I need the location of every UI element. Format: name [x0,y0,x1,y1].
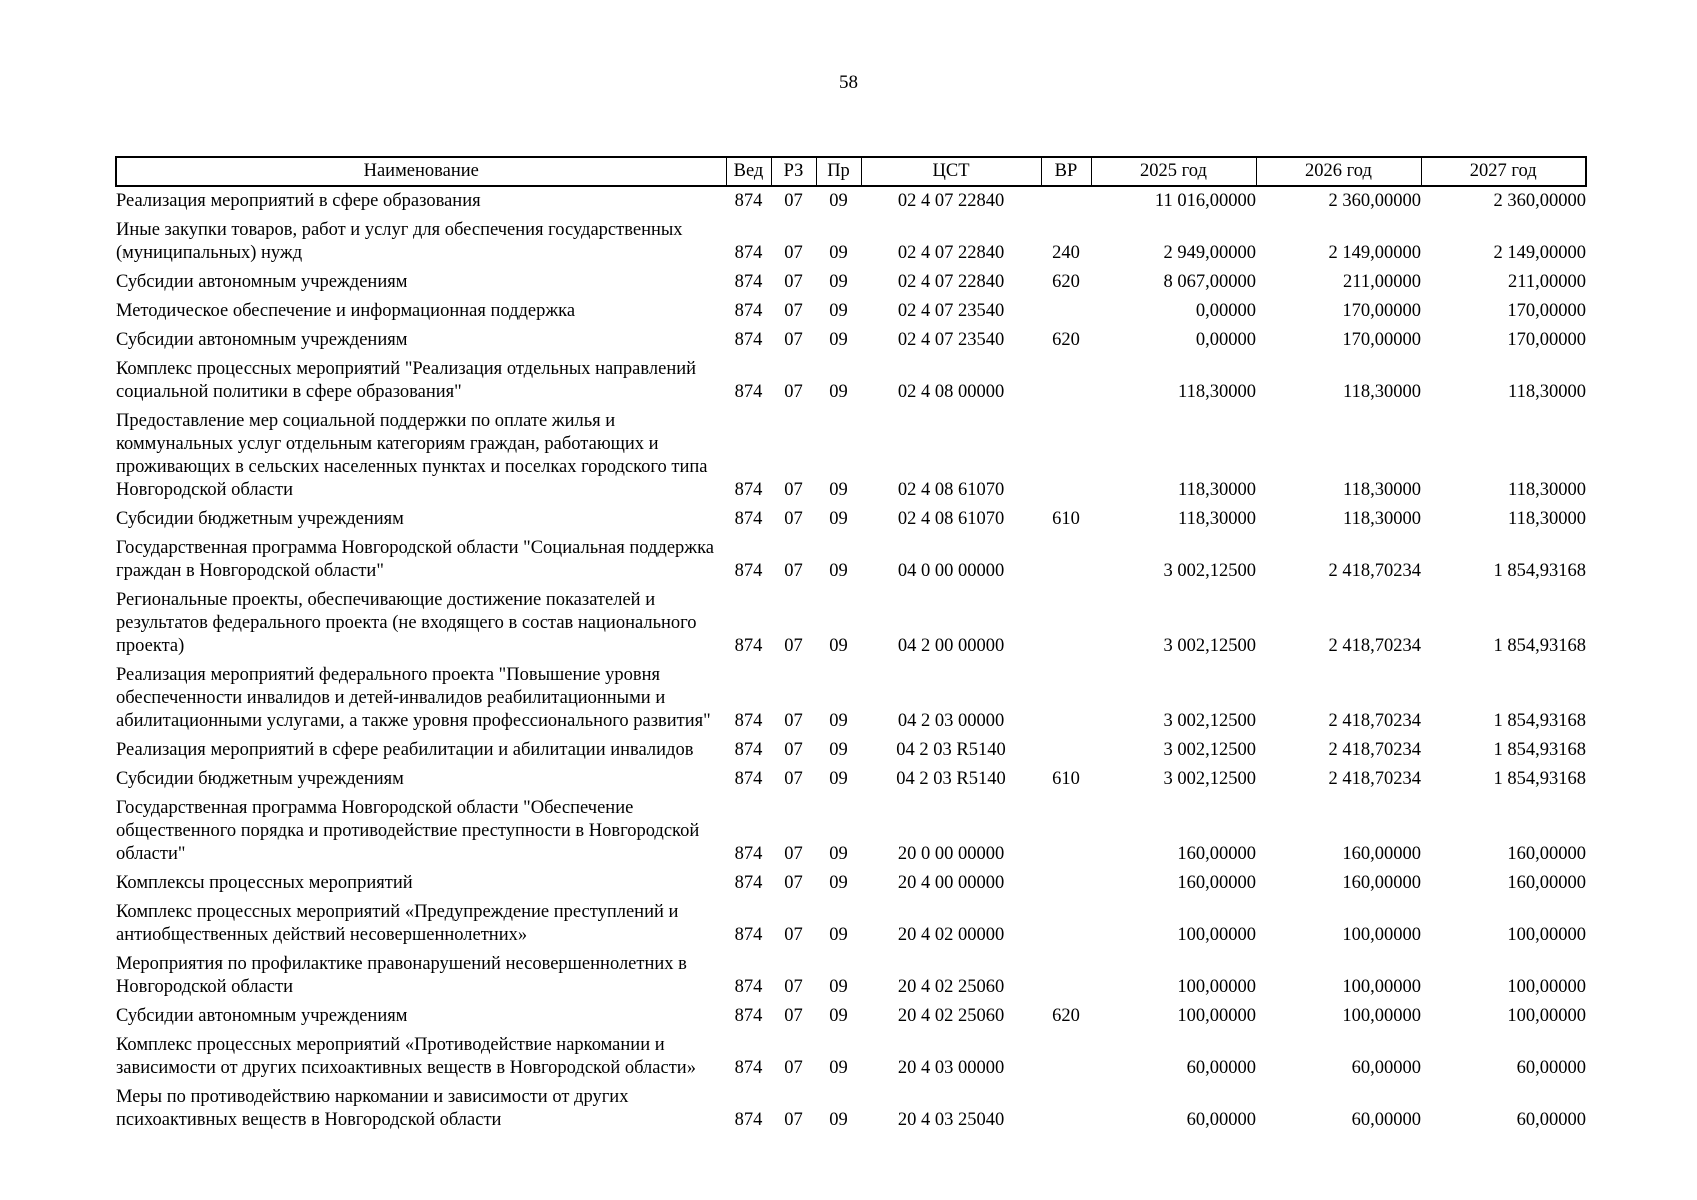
cell-name: Иные закупки товаров, работ и услуг для обеспечения государственных (муниципальных) нужд [116,220,683,263]
cell-pr: 09 [829,844,848,864]
cell-ved: 874 [734,1058,763,1078]
header-2025: 2025 год [1091,157,1256,186]
header-name: Наименование [116,157,726,186]
cell-vr [1041,950,1091,1002]
cell-2027: 160,00000 [1507,873,1586,893]
cell-pr: 09 [829,636,848,656]
cell-name: Методическое обеспечение и информационная поддержка [116,301,576,321]
cell-cst: 20 4 02 25060 [897,1006,1005,1026]
cell-vr [1041,869,1091,898]
cell-pr: 09 [829,769,848,789]
cell-name: Региональные проекты, обеспечивающие достижение показателей и результатов федерального проекта (не входящего в состав национального проекта) [116,590,697,656]
cell-2027: 118,30000 [1508,480,1586,500]
cell-cst: 02 4 07 22840 [897,191,1005,211]
cell-2027: 100,00000 [1507,925,1586,945]
cell-ved: 874 [734,509,763,529]
cell-pr: 09 [829,1058,848,1078]
cell-vr [1041,898,1091,950]
table-row [116,186,1586,216]
cell-cst: 04 0 00 00000 [897,561,1005,581]
cell-rz: 07 [784,272,803,292]
cell-ved: 874 [734,330,763,350]
cell-cst: 04 2 03 R5140 [896,769,1006,789]
cell-cst: 04 2 03 00000 [897,711,1005,731]
cell-name: Реализация мероприятий федерального проекта "Повышение уровня обеспеченности инвалидов и детей-инвалидов реабилитационными и абилитационными услугами, а также уровня профессионального развития" [116,665,711,731]
cell-2025: 160,00000 [1177,873,1256,893]
cell-ved: 874 [734,711,763,731]
cell-2025: 8 067,00000 [1163,272,1256,292]
cell-vr: 620 [1052,272,1080,292]
cell-2026: 60,00000 [1351,1058,1421,1078]
cell-2026: 60,00000 [1351,1110,1421,1130]
cell-2025: 11 016,00000 [1154,191,1256,211]
table-body [116,186,1586,1135]
cell-name: Меры по противодействию наркомании и зависимости от других психоактивных веществ в Новгородской области [116,1087,629,1130]
cell-2026: 118,30000 [1343,480,1421,500]
cell-vr [1041,661,1091,736]
cell-rz: 07 [784,977,803,997]
cell-vr: 240 [1052,243,1080,263]
cell-cst: 02 4 08 61070 [897,480,1005,500]
cell-2026: 170,00000 [1342,301,1421,321]
cell-2026: 160,00000 [1342,844,1421,864]
cell-pr: 09 [829,243,848,263]
cell-ved: 874 [734,873,763,893]
table-row [116,326,1586,355]
cell-cst: 02 4 08 61070 [897,509,1005,529]
cell-ved: 874 [734,191,763,211]
cell-2027: 100,00000 [1507,1006,1586,1026]
cell-name: Субсидии бюджетным учреждениям [116,509,404,529]
cell-pr: 09 [829,330,848,350]
cell-ved: 874 [734,1006,763,1026]
cell-rz: 07 [784,382,803,402]
cell-cst: 02 4 07 22840 [897,272,1005,292]
cell-ved: 874 [734,977,763,997]
cell-2027: 170,00000 [1507,301,1586,321]
cell-ved: 874 [734,272,763,292]
cell-2026: 2 360,00000 [1328,191,1421,211]
cell-cst: 20 4 02 00000 [897,925,1005,945]
cell-2025: 60,00000 [1186,1058,1256,1078]
cell-2025: 60,00000 [1186,1110,1256,1130]
header-2027: 2027 год [1421,157,1586,186]
cell-name: Комплекс процессных мероприятий «Противодействие наркомании и зависимости от других психоактивных веществ в Новгородской области» [116,1035,696,1078]
cell-rz: 07 [784,636,803,656]
cell-name: Мероприятия по профилактике правонарушений несовершеннолетних в Новгородской области [116,954,687,997]
cell-2025: 0,00000 [1195,330,1256,350]
cell-ved: 874 [734,636,763,656]
cell-2026: 2 418,70234 [1328,711,1421,731]
cell-pr: 09 [829,382,848,402]
table-row [116,407,1586,505]
cell-2026: 170,00000 [1342,330,1421,350]
cell-2025: 3 002,12500 [1163,769,1256,789]
cell-rz: 07 [784,561,803,581]
cell-pr: 09 [829,711,848,731]
table-row [116,355,1586,407]
cell-2026: 2 149,00000 [1328,243,1421,263]
cell-2027: 1 854,93168 [1493,561,1586,581]
cell-ved: 874 [734,740,763,760]
cell-vr [1041,1083,1091,1135]
cell-rz: 07 [784,769,803,789]
cell-rz: 07 [784,301,803,321]
cell-name: Субсидии автономным учреждениям [116,1006,408,1026]
cell-2027: 60,00000 [1516,1058,1586,1078]
cell-cst: 02 4 07 22840 [897,243,1005,263]
cell-cst: 20 4 02 25060 [897,977,1005,997]
cell-2027: 170,00000 [1507,330,1586,350]
cell-vr [1041,736,1091,765]
cell-rz: 07 [784,844,803,864]
cell-name: Комплекс процессных мероприятий «Предупреждение преступлений и антиобщественных действий несовершеннолетних» [116,902,679,945]
cell-cst: 02 4 07 23540 [897,301,1005,321]
cell-vr [1041,1031,1091,1083]
cell-2027: 1 854,93168 [1493,740,1586,760]
cell-2025: 100,00000 [1177,925,1256,945]
cell-pr: 09 [829,1110,848,1130]
cell-2025: 100,00000 [1177,1006,1256,1026]
cell-vr [1041,586,1091,661]
cell-2026: 2 418,70234 [1328,636,1421,656]
page-number: 58 [839,72,858,93]
table-row [116,950,1586,1002]
cell-2026: 160,00000 [1342,873,1421,893]
cell-2025: 0,00000 [1195,301,1256,321]
cell-name: Реализация мероприятий в сфере реабилитации и абилитации инвалидов [116,740,694,760]
table-row [116,661,1586,736]
cell-2025: 3 002,12500 [1163,740,1256,760]
cell-2025: 2 949,00000 [1163,243,1256,263]
cell-pr: 09 [829,561,848,581]
cell-name: Субсидии бюджетным учреждениям [116,769,404,789]
cell-pr: 09 [829,509,848,529]
cell-cst: 02 4 08 00000 [897,382,1005,402]
table-row [116,586,1586,661]
cell-2025: 3 002,12500 [1163,561,1256,581]
cell-cst: 20 0 00 00000 [897,844,1005,864]
cell-name: Комплексы процессных мероприятий [116,873,413,893]
table-row [116,297,1586,326]
table-row [116,505,1586,534]
cell-2027: 211,00000 [1508,272,1586,292]
cell-rz: 07 [784,925,803,945]
cell-name: Государственная программа Новгородской области "Обеспечение общественного порядка и противодействие преступности в Новгородской области" [116,798,700,864]
cell-2025: 100,00000 [1177,977,1256,997]
cell-ved: 874 [734,1110,763,1130]
cell-pr: 09 [829,925,848,945]
cell-2027: 2 360,00000 [1493,191,1586,211]
header-rz: РЗ [771,157,816,186]
cell-name: Субсидии автономным учреждениям [116,330,408,350]
cell-2027: 160,00000 [1507,844,1586,864]
cell-2026: 100,00000 [1342,977,1421,997]
cell-cst: 02 4 07 23540 [897,330,1005,350]
table-row [116,1031,1586,1083]
header-cst: ЦСТ [861,157,1041,186]
cell-ved: 874 [734,243,763,263]
cell-rz: 07 [784,873,803,893]
cell-vr: 620 [1052,330,1080,350]
cell-rz: 07 [784,711,803,731]
cell-vr [1041,794,1091,869]
cell-2025: 118,30000 [1178,382,1256,402]
cell-pr: 09 [829,977,848,997]
cell-ved: 874 [734,769,763,789]
cell-vr [1041,186,1091,216]
cell-pr: 09 [829,1006,848,1026]
cell-vr: 620 [1052,1006,1080,1026]
header-2026: 2026 год [1256,157,1421,186]
cell-2027: 1 854,93168 [1493,711,1586,731]
cell-2026: 118,30000 [1343,509,1421,529]
cell-2027: 1 854,93168 [1493,636,1586,656]
cell-cst: 20 4 03 25040 [897,1110,1005,1130]
cell-ved: 874 [734,480,763,500]
budget-table [115,156,1587,1135]
table-header [116,157,1586,186]
table-row [116,1002,1586,1031]
cell-2026: 100,00000 [1342,1006,1421,1026]
cell-rz: 07 [784,1110,803,1130]
cell-ved: 874 [734,844,763,864]
cell-2027: 100,00000 [1507,977,1586,997]
cell-cst: 20 4 00 00000 [897,873,1005,893]
table-row [116,765,1586,794]
cell-2025: 3 002,12500 [1163,711,1256,731]
header-ved: Вед [726,157,771,186]
cell-ved: 874 [734,925,763,945]
cell-pr: 09 [829,191,848,211]
cell-2026: 118,30000 [1343,382,1421,402]
cell-rz: 07 [784,480,803,500]
cell-2025: 160,00000 [1177,844,1256,864]
cell-2026: 2 418,70234 [1328,561,1421,581]
table-row [116,736,1586,765]
cell-2027: 118,30000 [1508,509,1586,529]
cell-vr: 610 [1052,769,1080,789]
cell-ved: 874 [734,561,763,581]
cell-pr: 09 [829,480,848,500]
cell-rz: 07 [784,1058,803,1078]
cell-name: Субсидии автономным учреждениям [116,272,408,292]
cell-2027: 118,30000 [1508,382,1586,402]
cell-2027: 2 149,00000 [1493,243,1586,263]
cell-name: Реализация мероприятий в сфере образования [116,191,481,211]
cell-rz: 07 [784,509,803,529]
table-row [116,268,1586,297]
table-row [116,794,1586,869]
cell-name: Комплекс процессных мероприятий "Реализация отдельных направлений социальной политики в сфере образования" [116,359,697,402]
cell-name: Государственная программа Новгородской области "Социальная поддержка граждан в Новгородской области" [116,538,714,581]
cell-ved: 874 [734,382,763,402]
cell-rz: 07 [784,191,803,211]
cell-ved: 874 [734,301,763,321]
cell-rz: 07 [784,740,803,760]
cell-pr: 09 [829,873,848,893]
table-row [116,1083,1586,1135]
cell-cst: 04 2 00 00000 [897,636,1005,656]
cell-2026: 2 418,70234 [1328,740,1421,760]
table-row [116,869,1586,898]
cell-pr: 09 [829,272,848,292]
cell-vr [1041,297,1091,326]
table-row [116,898,1586,950]
cell-pr: 09 [829,301,848,321]
cell-2026: 100,00000 [1342,925,1421,945]
table-row [116,534,1586,586]
cell-name: Предоставление мер социальной поддержки по оплате жилья и коммунальных услуг отдельным категориям граждан, работающих и проживающих в сельских населенных пунктах и поселках городского типа Новгородской области [116,411,708,500]
header-pr: Пр [816,157,861,186]
cell-cst: 04 2 03 R5140 [896,740,1006,760]
cell-pr: 09 [829,740,848,760]
cell-rz: 07 [784,330,803,350]
cell-rz: 07 [784,1006,803,1026]
cell-2027: 60,00000 [1516,1110,1586,1130]
cell-2025: 118,30000 [1178,509,1256,529]
header-vr: ВР [1041,157,1091,186]
cell-rz: 07 [784,243,803,263]
cell-vr [1041,355,1091,407]
cell-2026: 2 418,70234 [1328,769,1421,789]
cell-2027: 1 854,93168 [1493,769,1586,789]
cell-vr [1041,534,1091,586]
cell-vr: 610 [1052,509,1080,529]
table-row [116,216,1586,268]
cell-2026: 211,00000 [1343,272,1421,292]
cell-2025: 118,30000 [1178,480,1256,500]
cell-cst: 20 4 03 00000 [897,1058,1005,1078]
cell-vr [1041,407,1091,505]
cell-2025: 3 002,12500 [1163,636,1256,656]
